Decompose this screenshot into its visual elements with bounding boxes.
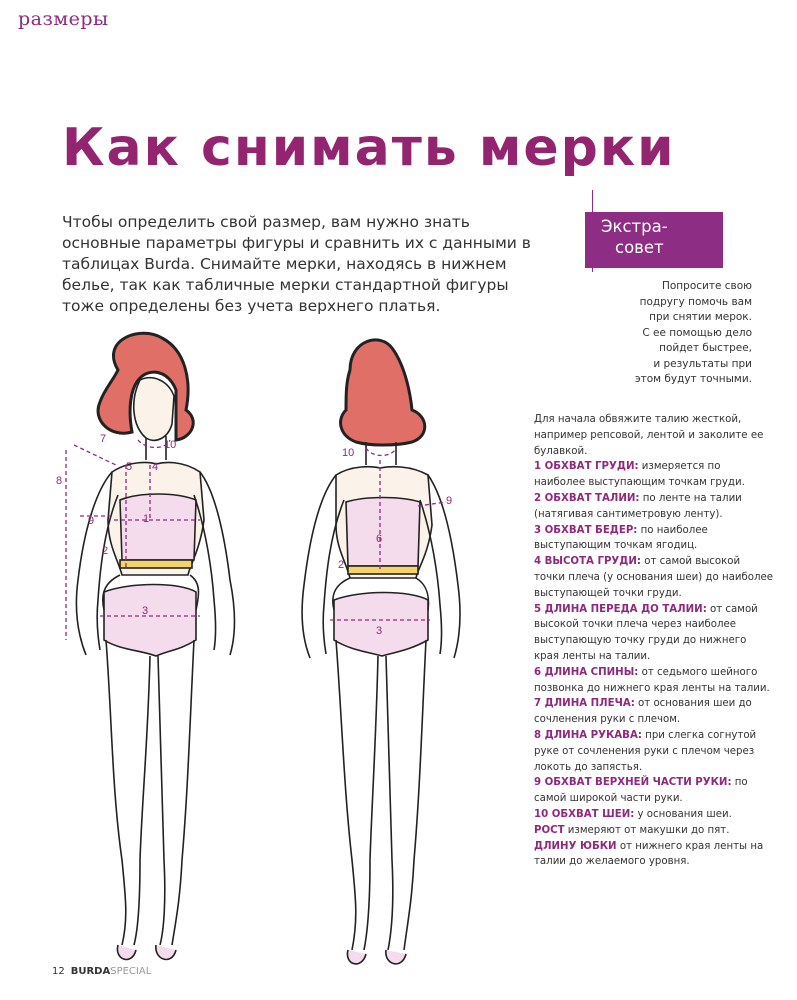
front-label-5: 5 [126, 461, 133, 473]
step-item [534, 823, 774, 839]
back-label-10: 10 [342, 447, 355, 459]
step-text: от основания шеи до сочленения руки с плечом. [534, 698, 752, 726]
step-head: 7 ДЛИНА ПЛЕЧА: [534, 698, 635, 710]
step-head: 5 ДЛИНА ПЕРЕДА ДО ТАЛИИ: [534, 603, 707, 615]
step-text: по наиболее выступающим точкам ягодиц. [534, 524, 708, 552]
tip-line: С ее помощью дело [642, 326, 752, 339]
back-label-6: 6 [376, 533, 383, 545]
step-text: по ленте на талии (натягивая сантиметровую ленту). [534, 492, 742, 520]
step-text: по самой широкой части руки. [534, 777, 748, 805]
measurement-steps [534, 412, 774, 870]
front-figure [66, 333, 235, 959]
step-item [534, 491, 774, 523]
step-item [534, 807, 774, 823]
front-label-10: 10 [164, 439, 177, 451]
front-label-9: 9 [88, 515, 95, 527]
step-head: 6 ДЛИНА СПИНЫ: [534, 666, 639, 678]
step-item [534, 839, 774, 871]
tip-line: и результаты при [653, 357, 752, 370]
intro-paragraph [62, 212, 532, 317]
brand-name: BURDA [70, 966, 111, 977]
step-text: измеряют от макушки до пят. [564, 824, 730, 836]
step-item [534, 665, 774, 697]
step-head: 9 ОБХВАТ ВЕРХНЕЙ ЧАСТИ РУКИ: [534, 777, 732, 789]
front-label-7: 7 [100, 433, 107, 445]
tip-line: Попросите свою [661, 280, 752, 292]
step-head: 1 ОБХВАТ ГРУДИ: [534, 461, 639, 473]
step-head: 8 ДЛИНА РУКАВА: [534, 729, 642, 741]
tip-title-line1: Экстра- [601, 217, 668, 236]
step-item [534, 554, 774, 601]
step-item [534, 459, 774, 491]
front-label-4: 4 [152, 461, 159, 473]
brand-special: SPECIAL [110, 966, 152, 977]
step-text: от самой высокой точки плеча (у основания шеи) до наиболее выступающей точки груди. [534, 556, 774, 599]
tip-box [585, 212, 723, 268]
step-text: от нижнего края ленты на талии до желаемого уровня. [534, 840, 764, 868]
step-text: при слегка согнутой руке от сочленения руки с плечом через локоть до запястья. [534, 729, 757, 773]
step-head: ДЛИНУ ЮБКИ [534, 840, 617, 852]
step-item [534, 523, 774, 555]
tip-line: при снятии мерок. [649, 311, 752, 323]
step-head: 4 ВЫСОТА ГРУДИ: [534, 556, 641, 568]
step-head: 2 ОБХВАТ ТАЛИИ: [534, 492, 640, 504]
step-item [534, 728, 774, 775]
tip-text [600, 279, 752, 388]
tip-line: пойдет быстрее, [659, 342, 752, 354]
page-footer [52, 966, 151, 977]
step-head: РОСТ [534, 824, 565, 836]
step-text: измеряется по наиболее выступающим точкам груди. [534, 461, 745, 489]
tip-title-line2: совет [615, 238, 664, 257]
intro-text: Чтобы определить свой размер, вам нужно знать основные параметры фигуры и сравнить их с данными в таблицах Burda. Снимайте мерки, находясь в нижнем белье, так как табличные мерки стандартной фигуры тоже определены без учета верхнего платья. [62, 213, 531, 315]
front-label-8: 8 [56, 475, 63, 487]
step-text: от седьмого шейного позвонка до нижнего края ленты на талии. [534, 666, 770, 694]
tip-line: подругу помочь вам [639, 295, 752, 308]
back-label-2: 2 [338, 559, 345, 571]
step-text: у основания шеи. [634, 808, 732, 820]
step-item [534, 775, 774, 807]
step-text: от самой высокой точки плеча через наиболее выступающую точку груди до нижнего края ленты на талии. [534, 603, 758, 662]
front-label-1: 1 [143, 513, 150, 525]
tip-line: этом будут точными. [634, 373, 752, 385]
step-item [534, 696, 774, 728]
page-title: Как снимать мерки [62, 118, 676, 178]
step-head: 3 ОБХВАТ БЕДЕР: [534, 524, 638, 536]
front-label-2: 2 [102, 545, 109, 557]
section-tag: размеры [18, 8, 109, 30]
step-item [534, 602, 774, 665]
page-number: 12 [52, 966, 65, 977]
front-label-3: 3 [142, 605, 149, 617]
back-label-9: 9 [446, 495, 453, 507]
back-figure [302, 340, 460, 964]
body-figures-illustration [0, 320, 520, 990]
back-label-3: 3 [376, 625, 383, 637]
steps-intro: Для начала обвяжите талию жесткой, например репсовой, лентой и заколите ее булавкой. [534, 414, 764, 457]
step-head: 10 ОБХВАТ ШЕИ: [534, 808, 635, 820]
